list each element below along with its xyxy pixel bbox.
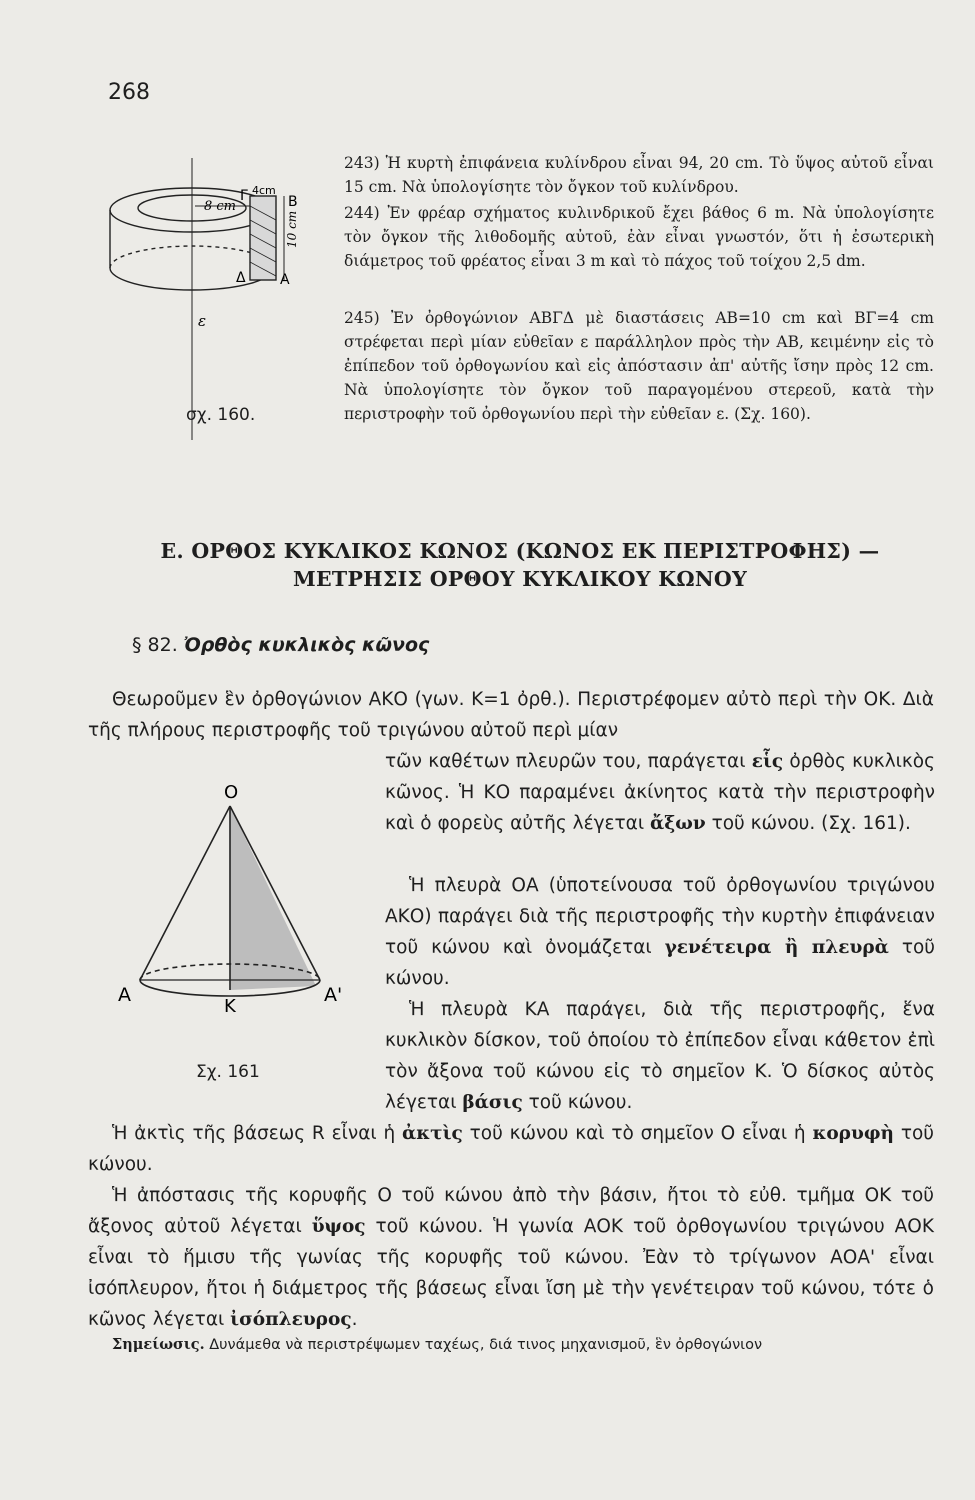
bold-axon: ἄξων [650,813,706,834]
fig160-label-a: A [280,272,290,288]
fig161-label-k: K [224,996,236,1017]
paragraph-4: Ἡ ἀκτὶς τῆς βάσεως R εἶναι ἡ ἀκτὶς τοῦ κώνου καὶ τὸ σημεῖον Ο εἶναι ἡ κορυφὴ τοῦ κώνου. [88,1123,935,1175]
paragraph-2: Ἡ πλευρὰ ΟΑ (ὑποτείνουσα τοῦ ὀρθογωνίου τριγώνου ΑΚΟ) παράγει διὰ τῆς περιστροφῆς τὴν κυρτὴν ἐπιφάνειαν τοῦ κώνου καὶ ὀνομάζεται γενέτειρα ἢ πλευρὰ τοῦ κώνου. [385,875,935,989]
note-label: Σημείωσις. [112,1336,205,1353]
section-title [110,537,930,593]
fig160-label-e: ε [198,312,207,330]
fig160-label-8cm: 8 cm [204,199,237,214]
exercise-243: 243) Ἡ κυρτὴ ἐπιφάνεια κυλίνδρου εἶναι 94, 20 cm. Τὸ ὕψος αὐτοῦ εἶναι 15 cm. Νὰ ὑπολογίσητε τὸν ὄγκον τοῦ κυλίνδρου. [344,154,934,196]
bold-aktis: ἀκτὶς [402,1123,463,1144]
note-text: Δυνάμεθα νὰ περιστρέψωμεν ταχέως, διά τινος μηχανισμοῦ, ἓν ὀρθογώνιον [204,1337,763,1353]
subsection-number: § 82. [132,634,178,656]
paragraph-3: Ἡ πλευρὰ ΚΑ παράγει, διὰ τῆς περιστροφῆς, ἕνα κυκλικὸν δίσκον, τοῦ ὁποίου τὸ ἐπίπεδον εἶναι κάθετον ἐπὶ τὸν ἄξονα τοῦ κώνου εἰς τὸ σημεῖον Κ. Ὁ δίσκος αὐτὸς λέγεται βάσις τοῦ κώνου. [385,999,935,1113]
paragraph-5: Ἡ ἀπόστασις τῆς κορυφῆς Ο τοῦ κώνου ἀπὸ τὴν βάσιν, ἤτοι τὸ εὐθ. τμῆμα ΟΚ τοῦ ἄξονος αὐτοῦ λέγεται ὕψος τοῦ κώνου. Ἡ γωνία ΑΟΚ τοῦ ὀρθογωνίου τριγώνου ΑΟΚ εἶναι τὸ ἥμισυ τῆς γωνίας τῆς κορυφῆς τοῦ κώνου. Ἐὰν τὸ τρίγωνον ΑΟΑ' εἶναι ἰσόπλευρον, ἤτοι ἡ διάμετρος τῆς βάσεως εἶναι ἴση μὲ τὴν γενέτειραν τοῦ κώνου, τότε ὁ κῶνος λέγεται ἰσόπλευρος. [88,1185,934,1330]
bold-koryfi: κορυφὴ [812,1123,895,1144]
subsection-heading [132,634,429,656]
figure-160-caption: σχ. 160. [186,405,256,425]
subsection-title: Ὀρθὸς κυκλικὸς κῶνος [183,634,430,656]
paragraph-1-intro: Θεωροῦμεν ἓν ὀρθογώνιον ΑΚΟ (γων. Κ=1 ὀρθ.). Περιστρέφομεν αὐτὸ περὶ τὴν ΟΚ. Διὰ τῆς πλήρους περιστροφῆς τοῦ τριγώνου αὐτοῦ περὶ μίαν [88,689,934,741]
section-title-line-2: ΜΕΤΡΗΣΙΣ ΟΡΘΟΥ ΚΥΚΛΙΚΟΥ ΚΩΝΟΥ [292,567,748,591]
bold-basis: βάσις [462,1092,523,1113]
paragraph-1-continued: τῶν καθέτων πλευρῶν του, παράγεται εἷς ὀρθὸς κυκλικὸς κῶνος. Ἡ ΚΟ παραμένει ἀκίνητος κατὰ τὴν περιστροφὴν καὶ ὁ φορεὺς αὐτῆς λέγεται ἄξων τοῦ κώνου. (Σχ. 161). [385,751,935,834]
fig160-label-4cm: 4cm [252,184,276,197]
fig160-label-b: B [288,194,298,210]
fig161-label-a-prime: A' [324,984,343,1006]
bold-eis: εἷς [751,751,784,772]
bold-geneteira: γενέτειρα ἢ πλευρὰ [664,937,889,958]
exercise-244: 244) Ἐν φρέαρ σχήματος κυλινδρικοῦ ἔχει βάθος 6 m. Νὰ ὑπολογίσητε τὸν ὄγκον τῆς λιθοδομῆς αὐτοῦ, ἐὰν εἶναι γνωστόν, ὅτι ἡ ἐσωτερικὴ διάμετρος τοῦ φρέατος εἶναι 3 m καὶ τὸ πάχος τοῦ τοίχου 2,5 dm. [344,204,934,270]
exercise-245: 245) Ἐν ὀρθογώνιον ΑΒΓΔ μὲ διαστάσεις ΑΒ=10 cm καὶ ΒΓ=4 cm στρέφεται περὶ μίαν εὐθεῖαν ε παράλληλον πρὸς τὴν ΑΒ, κειμένην εἰς τὸ ἐπίπεδον τοῦ ὀρθογωνίου καὶ εἰς ἀπόστασιν ἀπ' αὐτῆς ἴσην πρὸς 12 cm. Νὰ ὑπολογίσητε τὸν ὄγκον τοῦ παραγομένου στερεοῦ, κατὰ τὴν περιστροφὴν τοῦ ὀρθογωνίου περὶ τὴν εὐθεῖαν ε. (Σχ. 160). [344,309,934,423]
fig161-label-o: O [224,782,239,803]
section-title-line-1: Ε. ΟΡΘΟΣ ΚΥΚΛΙΚΟΣ ΚΩΝΟΣ (ΚΩΝΟΣ ΕΚ ΠΕΡΙΣΤΡΟΦΗΣ) — [160,539,880,563]
fig160-label-d: Δ [236,270,246,286]
figure-161-caption: Σχ. 161 [196,1062,260,1082]
note [112,1333,934,1357]
page-number: 268 [108,80,150,105]
fig160-label-g: Γ [240,188,248,204]
bold-ypsos: ὕψος [311,1216,366,1237]
figure-161-cone [110,776,380,1046]
fig160-label-10cm: 10 cm [285,210,299,248]
fig161-label-a: A [118,984,131,1006]
bold-isopleuros: ἰσόπλευρος [230,1309,352,1330]
